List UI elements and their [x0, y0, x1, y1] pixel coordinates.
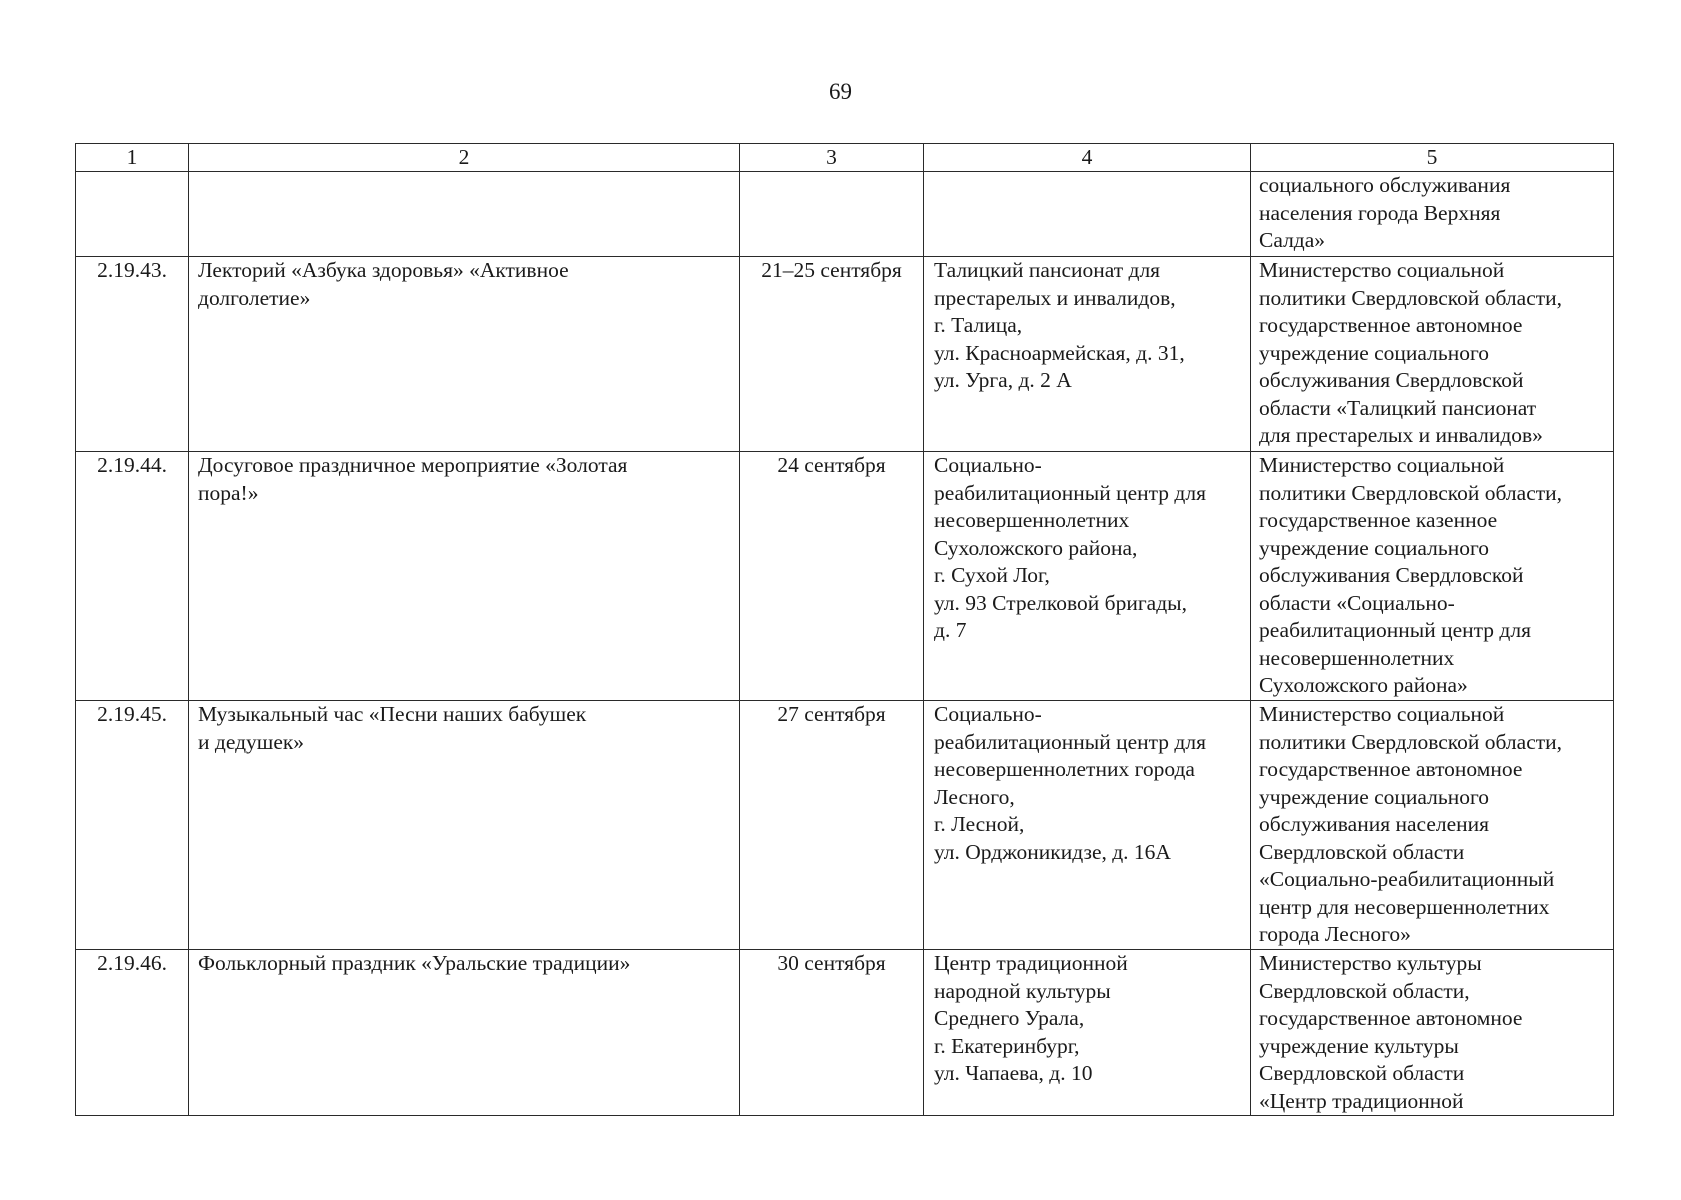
cell-venue: [924, 172, 1251, 257]
cell-venue: Социально- реабилитационный центр для несовершеннолетних Сухоложского района, г. Сухой Лог, ул. 93 Стрелковой бригады, д. 7: [924, 452, 1251, 701]
column-header-4: 4: [924, 144, 1251, 172]
page-number: 69: [829, 79, 852, 104]
cell-event-title: Музыкальный час «Песни наших бабушек и дедушек»: [189, 701, 740, 950]
cell-date: [740, 172, 924, 257]
cell-number: 2.19.44.: [76, 452, 189, 701]
table-row-continuation: [76, 172, 1614, 257]
cell-venue: Талицкий пансионат для престарелых и инвалидов, г. Талица, ул. Красноармейская, д. 31, ул. Урга, д. 2 А: [924, 257, 1251, 452]
cell-organizer: Министерство социальной политики Свердловской области, государственное казенное учреждение социального обслуживания Свердловской области «Социально- реабилитационный центр для несовершеннолетних Сухоложского района»: [1251, 452, 1614, 701]
events-table: [75, 143, 1614, 1116]
cell-organizer: Министерство социальной политики Свердловской области, государственное автономное учреждение социального обслуживания населения Свердловской области «Социально-реабилитационный центр для несовершеннолетних города Лесного»: [1251, 701, 1614, 950]
cell-organizer: социального обслуживания населения города Верхняя Салда»: [1251, 172, 1614, 257]
events-table-container: [75, 143, 1613, 1116]
table-row: [76, 452, 1614, 701]
cell-date: 27 сентября: [740, 701, 924, 950]
table-row: [76, 950, 1614, 1116]
column-header-2: 2: [189, 144, 740, 172]
table-header-row: [76, 144, 1614, 172]
cell-number: 2.19.46.: [76, 950, 189, 1116]
cell-venue: Социально- реабилитационный центр для несовершеннолетних города Лесного, г. Лесной, ул. Орджоникидзе, д. 16А: [924, 701, 1251, 950]
cell-event-title: Фольклорный праздник «Уральские традиции»: [189, 950, 740, 1116]
column-header-5: 5: [1251, 144, 1614, 172]
cell-event-title: Лекторий «Азбука здоровья» «Активное долголетие»: [189, 257, 740, 452]
cell-date: 24 сентября: [740, 452, 924, 701]
cell-number: 2.19.43.: [76, 257, 189, 452]
table-row: [76, 701, 1614, 950]
cell-date: 21–25 сентября: [740, 257, 924, 452]
cell-organizer: Министерство культуры Свердловской области, государственное автономное учреждение культуры Свердловской области «Центр традиционной: [1251, 950, 1614, 1116]
cell-number: [76, 172, 189, 257]
table-row: [76, 257, 1614, 452]
column-header-1: 1: [76, 144, 189, 172]
cell-date: 30 сентября: [740, 950, 924, 1116]
column-header-3: 3: [740, 144, 924, 172]
cell-organizer: Министерство социальной политики Свердловской области, государственное автономное учреждение социального обслуживания Свердловской области «Талицкий пансионат для престарелых и инвалидов»: [1251, 257, 1614, 452]
cell-event-title: [189, 172, 740, 257]
cell-number: 2.19.45.: [76, 701, 189, 950]
cell-event-title: Досуговое праздничное мероприятие «Золотая пора!»: [189, 452, 740, 701]
cell-venue: Центр традиционной народной культуры Среднего Урала, г. Екатеринбург, ул. Чапаева, д. 10: [924, 950, 1251, 1116]
